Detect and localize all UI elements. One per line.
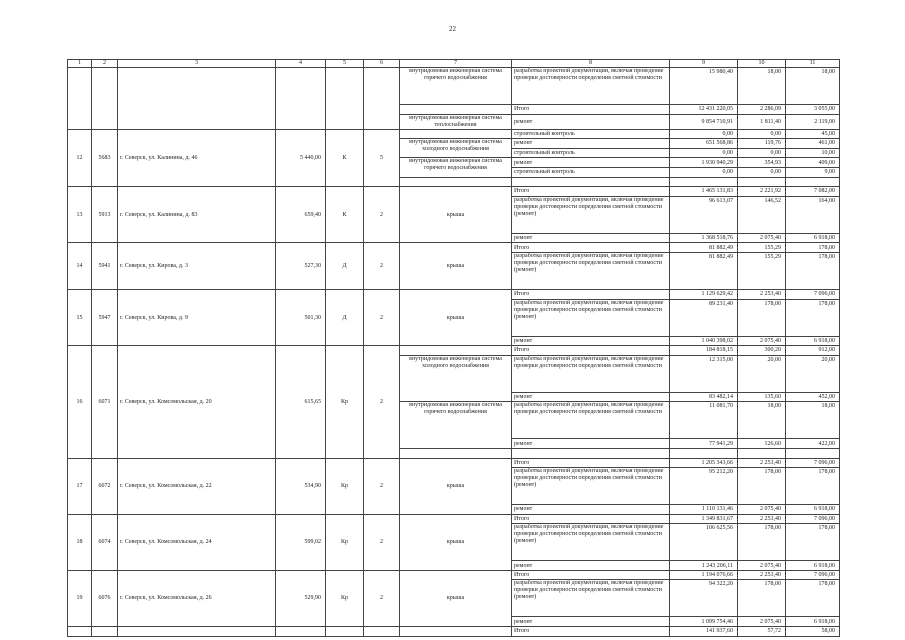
table-cell: 615,65 — [276, 346, 326, 458]
table-cell: крыша — [400, 570, 512, 626]
table-cell: 300,20 — [738, 346, 786, 356]
table-cell: 6 918,00 — [786, 561, 840, 571]
table-cell: 2 221,92 — [738, 187, 786, 197]
table-cell: г. Северск, ул. Комсомольская, д. 22 — [118, 458, 276, 514]
table-cell: 501,30 — [276, 289, 326, 345]
table-row — [68, 187, 840, 197]
table-cell — [670, 177, 738, 187]
table-cell: 1 040 398,02 — [670, 336, 738, 346]
table-cell: внутридомовая инженерная система холодного водоснабжения — [400, 355, 512, 402]
column-number-header: 10 — [738, 60, 786, 68]
table-cell: 16 — [68, 346, 92, 458]
table-cell — [786, 177, 840, 187]
table-cell: 452,00 — [786, 392, 840, 402]
table-cell — [276, 68, 326, 130]
table-cell: 5941 — [92, 243, 118, 290]
table-cell: 12 — [68, 129, 92, 187]
table-cell: 2 — [364, 514, 400, 570]
table-cell: 12 431 220,05 — [670, 105, 738, 115]
table-cell: 12 315,00 — [670, 355, 738, 392]
table-cell: 178,00 — [738, 524, 786, 561]
table-cell: 5 — [364, 129, 400, 187]
table-cell: 1 465 131,83 — [670, 187, 738, 197]
table-cell: 2 075,40 — [738, 505, 786, 515]
table-cell: Итого — [512, 105, 670, 115]
table-cell: 13 — [68, 187, 92, 243]
table-cell — [670, 448, 738, 458]
table-cell: внутридомовая инженерная система теплоснабжения — [400, 114, 512, 129]
table-cell: 2 — [364, 570, 400, 626]
table-cell: ремонт — [512, 561, 670, 571]
table-cell: Итого — [512, 514, 670, 524]
table-cell: строительный контроль — [512, 167, 670, 177]
table-cell: Итого — [512, 243, 670, 253]
table-cell — [738, 177, 786, 187]
table-cell: 178,00 — [786, 299, 840, 336]
table-cell: 7 096,00 — [786, 570, 840, 580]
table-cell — [364, 627, 400, 637]
table-cell: 2 253,40 — [738, 570, 786, 580]
table-cell: 81 882,49 — [670, 243, 738, 253]
table-cell — [68, 68, 92, 130]
table-cell: 9 854 710,91 — [670, 114, 738, 129]
column-number-header: 1 — [68, 60, 92, 68]
table-cell — [118, 68, 276, 130]
table-cell: 89 231,40 — [670, 299, 738, 336]
table-cell: 18 — [68, 514, 92, 570]
column-number-header: 7 — [400, 60, 512, 68]
table-cell — [364, 68, 400, 130]
table-cell: 2 075,40 — [738, 336, 786, 346]
table-cell: 126,60 — [738, 439, 786, 449]
table-cell: Кр — [326, 458, 364, 514]
table-cell: 7 096,00 — [786, 458, 840, 468]
table-cell: К — [326, 187, 364, 243]
table-cell: 141 937,60 — [670, 627, 738, 637]
table-cell — [92, 627, 118, 637]
table-cell: Д — [326, 289, 364, 345]
table-cell: 0,00 — [738, 148, 786, 158]
table-cell: 58,00 — [786, 627, 840, 637]
table-cell: разработка проектной документации, включая проведение проверки достоверности определения сметной стоимости (ремонт) — [512, 468, 670, 505]
table-cell: 106 625,56 — [670, 524, 738, 561]
table-cell — [326, 68, 364, 130]
table-cell: 15 980,40 — [670, 68, 738, 105]
table-cell: 2 286,09 — [738, 105, 786, 115]
table-cell: г. Северск, ул. Комсомольская, д. 24 — [118, 514, 276, 570]
table-cell — [400, 346, 512, 356]
table-cell: крыша — [400, 289, 512, 345]
table-cell: разработка проектной документации, включая проведение проверки достоверности определения сметной стоимости — [512, 402, 670, 439]
table-cell: 178,00 — [738, 299, 786, 336]
table-cell: 2 — [364, 187, 400, 243]
table-cell: крыша — [400, 458, 512, 514]
table-cell: 3 055,00 — [786, 105, 840, 115]
table-cell: ремонт — [512, 505, 670, 515]
table-cell: 94 322,20 — [670, 580, 738, 617]
table-cell: г. Северск, ул. Кирова, д. 3 — [118, 243, 276, 290]
table-cell: 96 613,07 — [670, 196, 738, 233]
table-cell — [512, 177, 670, 187]
table-cell: 2 075,40 — [738, 233, 786, 243]
table-cell: 2 — [364, 346, 400, 458]
table-cell: 2 — [364, 458, 400, 514]
table-cell: крыша — [400, 243, 512, 290]
table-cell: 5913 — [92, 187, 118, 243]
table-cell: 155,29 — [738, 243, 786, 253]
table-cell: ремонт — [512, 439, 670, 449]
table-row — [68, 514, 840, 524]
table-cell: 912,00 — [786, 346, 840, 356]
table-cell: 1 129 629,42 — [670, 289, 738, 299]
table-cell: 155,29 — [738, 252, 786, 289]
table-cell: 9,00 — [786, 167, 840, 177]
table-cell: 1 811,40 — [738, 114, 786, 129]
table-cell: г. Северск, ул. Комсомольская, д. 26 — [118, 570, 276, 626]
table-cell: крыша — [400, 187, 512, 243]
table-cell — [400, 448, 512, 458]
table-cell: 184 818,15 — [670, 346, 738, 356]
table-row — [68, 289, 840, 299]
table-cell: 18,00 — [786, 402, 840, 439]
table-row — [68, 458, 840, 468]
table-cell: 178,00 — [786, 524, 840, 561]
table-cell: 95 212,20 — [670, 468, 738, 505]
table-cell: 1 194 076,66 — [670, 570, 738, 580]
table-cell: 178,00 — [786, 580, 840, 617]
table-cell: 7 096,00 — [786, 289, 840, 299]
table-cell — [92, 68, 118, 130]
table-row — [68, 627, 840, 637]
table-cell: ремонт — [512, 392, 670, 402]
table-row — [68, 243, 840, 253]
table-cell — [400, 627, 512, 637]
table-cell: 7 096,00 — [786, 514, 840, 524]
table-cell: 119,76 — [738, 139, 786, 149]
table-cell: 5683 — [92, 129, 118, 187]
table-cell: 1 349 831,67 — [670, 514, 738, 524]
table-cell: 14 — [68, 243, 92, 290]
table-cell: 164,00 — [786, 196, 840, 233]
table-cell: 77 941,29 — [670, 439, 738, 449]
table-cell: внутридомовая инженерная система горячего водоснабжения — [400, 158, 512, 177]
table-cell: 81 882,49 — [670, 252, 738, 289]
column-number-header: 11 — [786, 60, 840, 68]
table-cell: г. Северск, ул. Калинина, д. 83 — [118, 187, 276, 243]
table-cell: 1 243 206,11 — [670, 561, 738, 571]
table-cell: 20,00 — [786, 355, 840, 392]
table-cell — [512, 448, 670, 458]
table-cell: разработка проектной документации, включая проведение проверки достоверности определения сметной стоимости (ремонт) — [512, 252, 670, 289]
table-cell: 422,00 — [786, 439, 840, 449]
table-cell: ремонт — [512, 336, 670, 346]
table-cell: разработка проектной документации, включая проведение проверки достоверности определения сметной стоимости (ремонт) — [512, 524, 670, 561]
table-cell: строительный контроль — [512, 148, 670, 158]
table-cell: ремонт — [512, 114, 670, 129]
table-cell: 0,00 — [670, 129, 738, 139]
table-cell: 0,00 — [670, 167, 738, 177]
table-cell: 178,00 — [786, 243, 840, 253]
table-cell: ремонт — [512, 617, 670, 627]
table-cell: 146,52 — [738, 196, 786, 233]
table-cell: ремонт — [512, 139, 670, 149]
table-cell: 461,00 — [786, 139, 840, 149]
header-row — [68, 60, 840, 68]
table-cell: 83 482,14 — [670, 392, 738, 402]
table-cell: Итого — [512, 458, 670, 468]
table-cell: 6 918,00 — [786, 233, 840, 243]
table-cell: 2 253,40 — [738, 458, 786, 468]
table-cell: Итого — [512, 627, 670, 637]
table-cell: 6 918,00 — [786, 336, 840, 346]
column-number-header: 5 — [326, 60, 364, 68]
table-cell: 2 253,40 — [738, 289, 786, 299]
column-number-header: 8 — [512, 60, 670, 68]
column-number-header: 3 — [118, 60, 276, 68]
table-cell: Д — [326, 243, 364, 290]
table-cell: внутридомовая инженерная система горячего водоснабжения — [400, 68, 512, 105]
table-cell: 1 368 518,76 — [670, 233, 738, 243]
table-cell: крыша — [400, 514, 512, 570]
page-number: 22 — [449, 25, 456, 33]
table-cell: 2 — [364, 243, 400, 290]
table-cell: 45,00 — [786, 129, 840, 139]
table-cell: Кр — [326, 346, 364, 458]
table-cell: Итого — [512, 346, 670, 356]
table-cell: 354,93 — [738, 158, 786, 168]
table-cell: Итого — [512, 570, 670, 580]
table-cell: 18,00 — [786, 68, 840, 105]
table-row — [68, 346, 840, 356]
table-cell: разработка проектной документации, включая проведение проверки достоверности определения сметной стоимости (ремонт) — [512, 580, 670, 617]
table-cell: внутридомовая инженерная система холодного водоснабжения — [400, 139, 512, 158]
table-cell: 2 119,00 — [786, 114, 840, 129]
column-number-header: 9 — [670, 60, 738, 68]
table-cell: 18,00 — [738, 68, 786, 105]
table-cell: разработка проектной документации, включая проведение проверки достоверности определения сметной стоимости — [512, 68, 670, 105]
table-cell: 6071 — [92, 346, 118, 458]
table-cell: 1 110 131,46 — [670, 505, 738, 515]
table-cell: 10,00 — [786, 148, 840, 158]
table-cell — [400, 105, 512, 115]
table-cell: 20,00 — [738, 355, 786, 392]
table-cell: 135,60 — [738, 392, 786, 402]
table-cell: 2 075,40 — [738, 617, 786, 627]
table-cell: внутридомовая инженерная система горячего водоснабжения — [400, 402, 512, 449]
table-cell: 57,72 — [738, 627, 786, 637]
table-cell: 5947 — [92, 289, 118, 345]
table-cell — [118, 627, 276, 637]
table-cell — [400, 177, 512, 187]
table-cell — [400, 129, 512, 139]
table-cell: Кр — [326, 570, 364, 626]
table-cell: 2 075,40 — [738, 561, 786, 571]
table-cell: 1 930 940,29 — [670, 158, 738, 168]
table-cell: 6 918,00 — [786, 505, 840, 515]
table-row — [68, 570, 840, 580]
table-cell: 0,00 — [738, 129, 786, 139]
table-cell: 5 440,00 — [276, 129, 326, 187]
table-cell: 17 — [68, 458, 92, 514]
table-cell: 178,00 — [738, 468, 786, 505]
table-cell: 6072 — [92, 458, 118, 514]
table-cell: 18,00 — [738, 402, 786, 439]
table-cell: 19 — [68, 570, 92, 626]
table-cell — [68, 627, 92, 637]
table-cell: ремонт — [512, 233, 670, 243]
table-cell: строительный контроль — [512, 129, 670, 139]
table-cell: Итого — [512, 289, 670, 299]
table-cell: 0,00 — [738, 167, 786, 177]
table-cell — [276, 627, 326, 637]
table-cell: ремонт — [512, 158, 670, 168]
table-cell: 6074 — [92, 514, 118, 570]
table-cell: Итого — [512, 187, 670, 197]
table-row — [68, 129, 840, 139]
table-cell: К — [326, 129, 364, 187]
table-cell: 2 253,40 — [738, 514, 786, 524]
table-cell: г. Северск, ул. Калинина, д. 46 — [118, 129, 276, 187]
table-row — [68, 68, 840, 105]
table-cell: г. Северск, ул. Комсомольская, д. 20 — [118, 346, 276, 458]
column-number-header: 6 — [364, 60, 400, 68]
column-number-header: 4 — [276, 60, 326, 68]
table-cell: 0,00 — [670, 148, 738, 158]
table-cell: разработка проектной документации, включая проведение проверки достоверности определения сметной стоимости (ремонт) — [512, 299, 670, 336]
table-cell: 529,90 — [276, 570, 326, 626]
table-cell: 6076 — [92, 570, 118, 626]
table-cell — [786, 448, 840, 458]
table-cell: 527,30 — [276, 243, 326, 290]
table-cell: 1 099 754,46 — [670, 617, 738, 627]
table-cell: Кр — [326, 514, 364, 570]
table-cell: 409,00 — [786, 158, 840, 168]
table-body — [68, 60, 840, 637]
table-cell: г. Северск, ул. Кирова, д. 9 — [118, 289, 276, 345]
table-cell: 534,90 — [276, 458, 326, 514]
column-number-header: 2 — [92, 60, 118, 68]
table-cell: 6 918,00 — [786, 617, 840, 627]
table-cell: 178,00 — [738, 580, 786, 617]
table-cell: 599,02 — [276, 514, 326, 570]
table-cell: 7 082,00 — [786, 187, 840, 197]
table-cell: 178,00 — [786, 468, 840, 505]
table-cell: 178,00 — [786, 252, 840, 289]
repair-program-table — [67, 59, 840, 637]
table-cell: 15 — [68, 289, 92, 345]
table-cell: разработка проектной документации, включая проведение проверки достоверности определения сметной стоимости — [512, 355, 670, 392]
table-cell: разработка проектной документации, включая проведение проверки достоверности определения сметной стоимости (ремонт) — [512, 196, 670, 233]
table-cell — [326, 627, 364, 637]
table-cell — [738, 448, 786, 458]
table-cell: 659,40 — [276, 187, 326, 243]
table-cell: 11 081,70 — [670, 402, 738, 439]
table-cell: 1 205 343,66 — [670, 458, 738, 468]
table-cell: 2 — [364, 289, 400, 345]
table-cell: 651 568,86 — [670, 139, 738, 149]
